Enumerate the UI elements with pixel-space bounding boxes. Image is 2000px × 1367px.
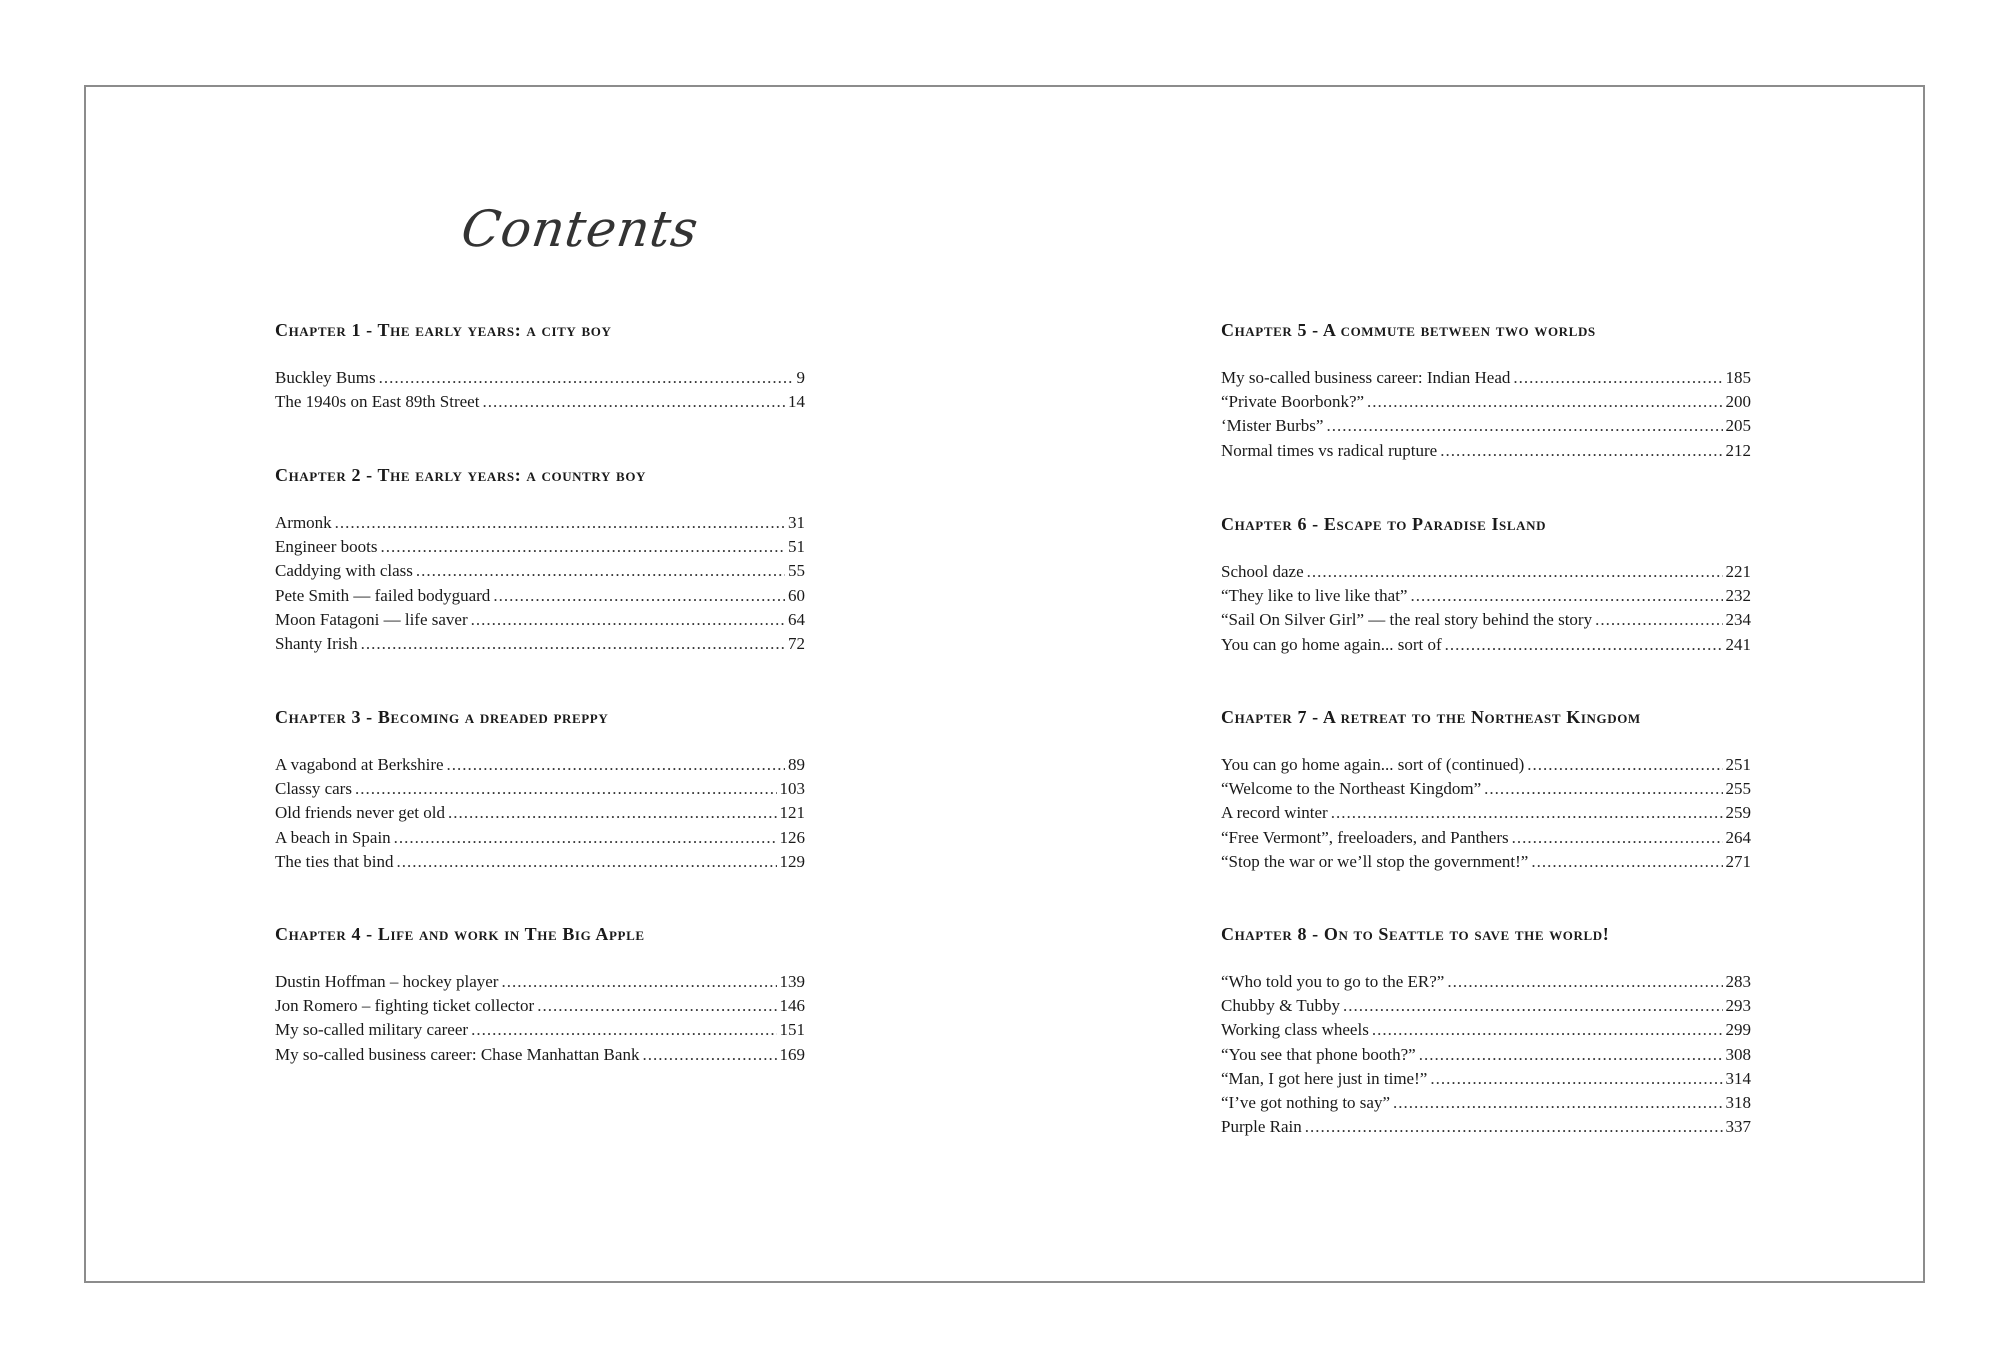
entry-title: Shanty Irish xyxy=(275,633,358,653)
toc-entry[interactable] xyxy=(1221,1115,1751,1139)
dot-leader xyxy=(1410,584,1722,608)
dot-leader xyxy=(1595,608,1722,632)
entry-title: Engineer boots xyxy=(275,537,378,557)
entry-page: 259 xyxy=(1725,803,1751,823)
dot-leader xyxy=(1367,390,1722,414)
dot-leader xyxy=(361,632,785,656)
toc-entry[interactable] xyxy=(1221,801,1751,825)
entry-page: 72 xyxy=(788,633,805,653)
entry-page: 103 xyxy=(779,779,805,799)
entry-page: 283 xyxy=(1725,972,1751,991)
chapter-8 xyxy=(1221,922,1751,1139)
entry-title: Old friends never get old xyxy=(275,803,445,823)
entry-page: 241 xyxy=(1725,634,1751,654)
entry-title: “Welcome to the Northeast Kingdom” xyxy=(1221,779,1482,799)
toc-entry[interactable] xyxy=(1221,1067,1751,1091)
toc-entry[interactable] xyxy=(275,535,805,559)
dot-leader xyxy=(1305,1115,1723,1139)
dot-leader xyxy=(642,1043,776,1067)
entry-page: 232 xyxy=(1725,586,1751,606)
chapter-4 xyxy=(275,922,805,1067)
entry-page: 314 xyxy=(1725,1068,1751,1088)
entry-page: 169 xyxy=(779,1044,805,1064)
toc-entry[interactable] xyxy=(1221,414,1751,438)
dot-leader xyxy=(1531,850,1722,874)
entry-title: Chubby & Tubby xyxy=(1221,996,1341,1016)
dot-leader xyxy=(380,535,785,559)
chapter-3 xyxy=(275,705,805,874)
chapter-heading: Chapter 5 - A commute between two worlds xyxy=(1221,320,1596,340)
entry-page: 293 xyxy=(1725,996,1751,1016)
entry-title: Pete Smith — failed bodyguard xyxy=(275,585,491,605)
dot-leader xyxy=(1331,801,1723,825)
entry-title: The ties that bind xyxy=(275,851,394,871)
chapter-heading: Chapter 1 - The early years: a city boy xyxy=(275,320,612,340)
contents-title: Contents xyxy=(457,200,703,258)
entry-title: “I’ve got nothing to say” xyxy=(1221,1092,1391,1112)
toc-entry[interactable] xyxy=(275,753,805,777)
dot-leader xyxy=(397,850,777,874)
toc-entry[interactable] xyxy=(275,584,805,608)
entry-title: “Sail On Silver Girl” — the real story behind the story xyxy=(1221,610,1593,630)
toc-entry[interactable] xyxy=(275,366,805,390)
chapter-7 xyxy=(1221,705,1751,874)
toc-entry[interactable] xyxy=(1221,366,1751,390)
entry-title: “You see that phone booth?” xyxy=(1221,1044,1416,1064)
dot-leader xyxy=(355,777,777,801)
entry-page: 234 xyxy=(1725,610,1751,630)
entry-page: 185 xyxy=(1725,368,1751,387)
dot-leader xyxy=(1447,970,1722,994)
toc-entry[interactable] xyxy=(1221,994,1751,1018)
chapter-6 xyxy=(1221,512,1751,657)
toc-entry[interactable] xyxy=(275,1043,805,1067)
dot-leader xyxy=(447,753,785,777)
toc-entry[interactable] xyxy=(1221,608,1751,632)
entry-page: 264 xyxy=(1725,827,1751,847)
entry-title: A vagabond at Berkshire xyxy=(275,755,444,774)
dot-leader xyxy=(1372,1018,1723,1042)
entry-title: School daze xyxy=(1221,562,1304,581)
toc-entry[interactable] xyxy=(1221,777,1751,801)
toc-entry[interactable] xyxy=(275,511,805,535)
dot-leader xyxy=(1307,560,1723,584)
entry-title: ‘Mister Burbs” xyxy=(1221,416,1324,436)
toc-entry[interactable] xyxy=(1221,560,1751,584)
entry-title: My so-called business career: Indian Head xyxy=(1221,368,1511,387)
dot-leader xyxy=(394,826,777,850)
entry-page: 139 xyxy=(779,972,805,991)
toc-entry[interactable] xyxy=(1221,584,1751,608)
entry-title: “Who told you to go to the ER?” xyxy=(1221,972,1445,991)
entry-page: 31 xyxy=(788,513,805,532)
entry-title: Buckley Bums xyxy=(275,368,376,387)
entry-title: Moon Fatagoni — life saver xyxy=(275,609,468,629)
dot-leader xyxy=(471,608,785,632)
toc-entry[interactable] xyxy=(275,801,805,825)
chapter-heading: Chapter 2 - The early years: a country boy xyxy=(275,465,647,485)
dot-leader xyxy=(1419,1043,1723,1067)
entry-title: Normal times vs radical rupture xyxy=(1221,440,1438,460)
entry-page: 9 xyxy=(796,368,805,387)
dot-leader xyxy=(1326,414,1722,438)
entry-title: A beach in Spain xyxy=(275,827,391,847)
entry-page: 126 xyxy=(779,827,805,847)
entry-title: Dustin Hoffman – hockey player xyxy=(275,972,499,991)
dot-leader xyxy=(1527,753,1722,777)
dot-leader xyxy=(482,390,785,414)
entry-page: 308 xyxy=(1725,1044,1751,1064)
entry-page: 221 xyxy=(1725,562,1751,581)
toc-entry[interactable] xyxy=(275,608,805,632)
entry-page: 205 xyxy=(1725,416,1751,436)
dot-leader xyxy=(379,366,794,390)
dot-leader xyxy=(1440,439,1722,463)
toc-entry[interactable] xyxy=(275,390,805,414)
dot-leader xyxy=(448,801,777,825)
toc-entry[interactable] xyxy=(1221,1091,1751,1115)
chapter-2 xyxy=(275,463,805,656)
dot-leader xyxy=(493,584,785,608)
dot-leader xyxy=(537,994,776,1018)
entry-page: 51 xyxy=(788,537,805,557)
toc-entry[interactable] xyxy=(1221,753,1751,777)
toc-entry[interactable] xyxy=(1221,439,1751,463)
toc-entry[interactable] xyxy=(1221,850,1751,874)
entry-title: “Man, I got here just in time!” xyxy=(1221,1068,1428,1088)
toc-entry[interactable] xyxy=(275,559,805,583)
entry-title: Armonk xyxy=(275,513,332,532)
toc-entry[interactable] xyxy=(275,970,805,994)
entry-title: “They like to live like that” xyxy=(1221,586,1408,606)
toc-entry[interactable] xyxy=(1221,1043,1751,1067)
entry-page: 255 xyxy=(1725,779,1751,799)
entry-page: 299 xyxy=(1725,1020,1751,1040)
entry-title: A record winter xyxy=(1221,803,1328,823)
dot-leader xyxy=(1513,366,1722,390)
entry-title: Working class wheels xyxy=(1221,1020,1369,1040)
entry-page: 151 xyxy=(779,1020,805,1040)
chapter-1 xyxy=(275,318,805,414)
dot-leader xyxy=(416,559,785,583)
entry-page: 251 xyxy=(1725,755,1751,774)
entry-title: Jon Romero – fighting ticket collector xyxy=(275,996,535,1016)
entry-title: “Stop the war or we’ll stop the government!” xyxy=(1221,851,1529,871)
entry-title: You can go home again... sort of (continued) xyxy=(1221,755,1525,774)
entry-page: 146 xyxy=(779,996,805,1016)
entry-page: 318 xyxy=(1725,1092,1751,1112)
entry-page: 129 xyxy=(779,851,805,871)
entry-title: My so-called military career xyxy=(275,1020,469,1040)
entry-title: The 1940s on East 89th Street xyxy=(275,392,480,412)
entry-title: “Private Boorbonk?” xyxy=(1221,392,1365,412)
dot-leader xyxy=(1484,777,1722,801)
entry-page: 55 xyxy=(788,561,805,581)
toc-entry[interactable] xyxy=(1221,826,1751,850)
toc-entry[interactable] xyxy=(275,777,805,801)
chapter-5 xyxy=(1221,318,1751,463)
dot-leader xyxy=(1343,994,1722,1018)
entry-page: 121 xyxy=(779,803,805,823)
entry-title: You can go home again... sort of xyxy=(1221,634,1442,654)
chapter-heading: Chapter 7 - A retreat to the Northeast Kingdom xyxy=(1221,707,1641,727)
toc-entry[interactable] xyxy=(1221,1018,1751,1042)
entry-page: 200 xyxy=(1725,392,1751,412)
dot-leader xyxy=(501,970,776,994)
dot-leader xyxy=(1430,1067,1722,1091)
dot-leader xyxy=(1512,826,1723,850)
toc-entry[interactable] xyxy=(275,994,805,1018)
entry-page: 337 xyxy=(1725,1117,1751,1137)
entry-page: 14 xyxy=(788,392,805,412)
toc-entry[interactable] xyxy=(275,632,805,656)
chapter-heading: Chapter 3 - Becoming a dreaded preppy xyxy=(275,707,609,727)
toc-entry[interactable] xyxy=(1221,390,1751,414)
chapter-heading: Chapter 4 - Life and work in The Big Apple xyxy=(275,924,645,944)
entry-title: “Free Vermont”, freeloaders, and Panthers xyxy=(1221,827,1509,847)
entry-page: 271 xyxy=(1725,851,1751,871)
entry-page: 212 xyxy=(1725,440,1751,460)
dot-leader xyxy=(335,511,785,535)
entry-page: 60 xyxy=(788,585,805,605)
entry-title: Purple Rain xyxy=(1221,1117,1302,1137)
entry-page: 64 xyxy=(788,609,805,629)
chapter-heading: Chapter 8 - On to Seattle to save the world! xyxy=(1221,924,1610,944)
toc-entry[interactable] xyxy=(275,1018,805,1042)
entry-title: Classy cars xyxy=(275,779,352,799)
toc-entry[interactable] xyxy=(1221,633,1751,657)
toc-entry[interactable] xyxy=(275,850,805,874)
dot-leader xyxy=(1393,1091,1722,1115)
entry-title: My so-called business career: Chase Manhattan Bank xyxy=(275,1044,640,1064)
entry-title: Caddying with class xyxy=(275,561,413,581)
entry-page: 89 xyxy=(788,755,805,774)
toc-entry[interactable] xyxy=(1221,970,1751,994)
chapter-heading: Chapter 6 - Escape to Paradise Island xyxy=(1221,514,1547,534)
dot-leader xyxy=(1445,633,1723,657)
toc-entry[interactable] xyxy=(275,826,805,850)
dot-leader xyxy=(471,1018,776,1042)
